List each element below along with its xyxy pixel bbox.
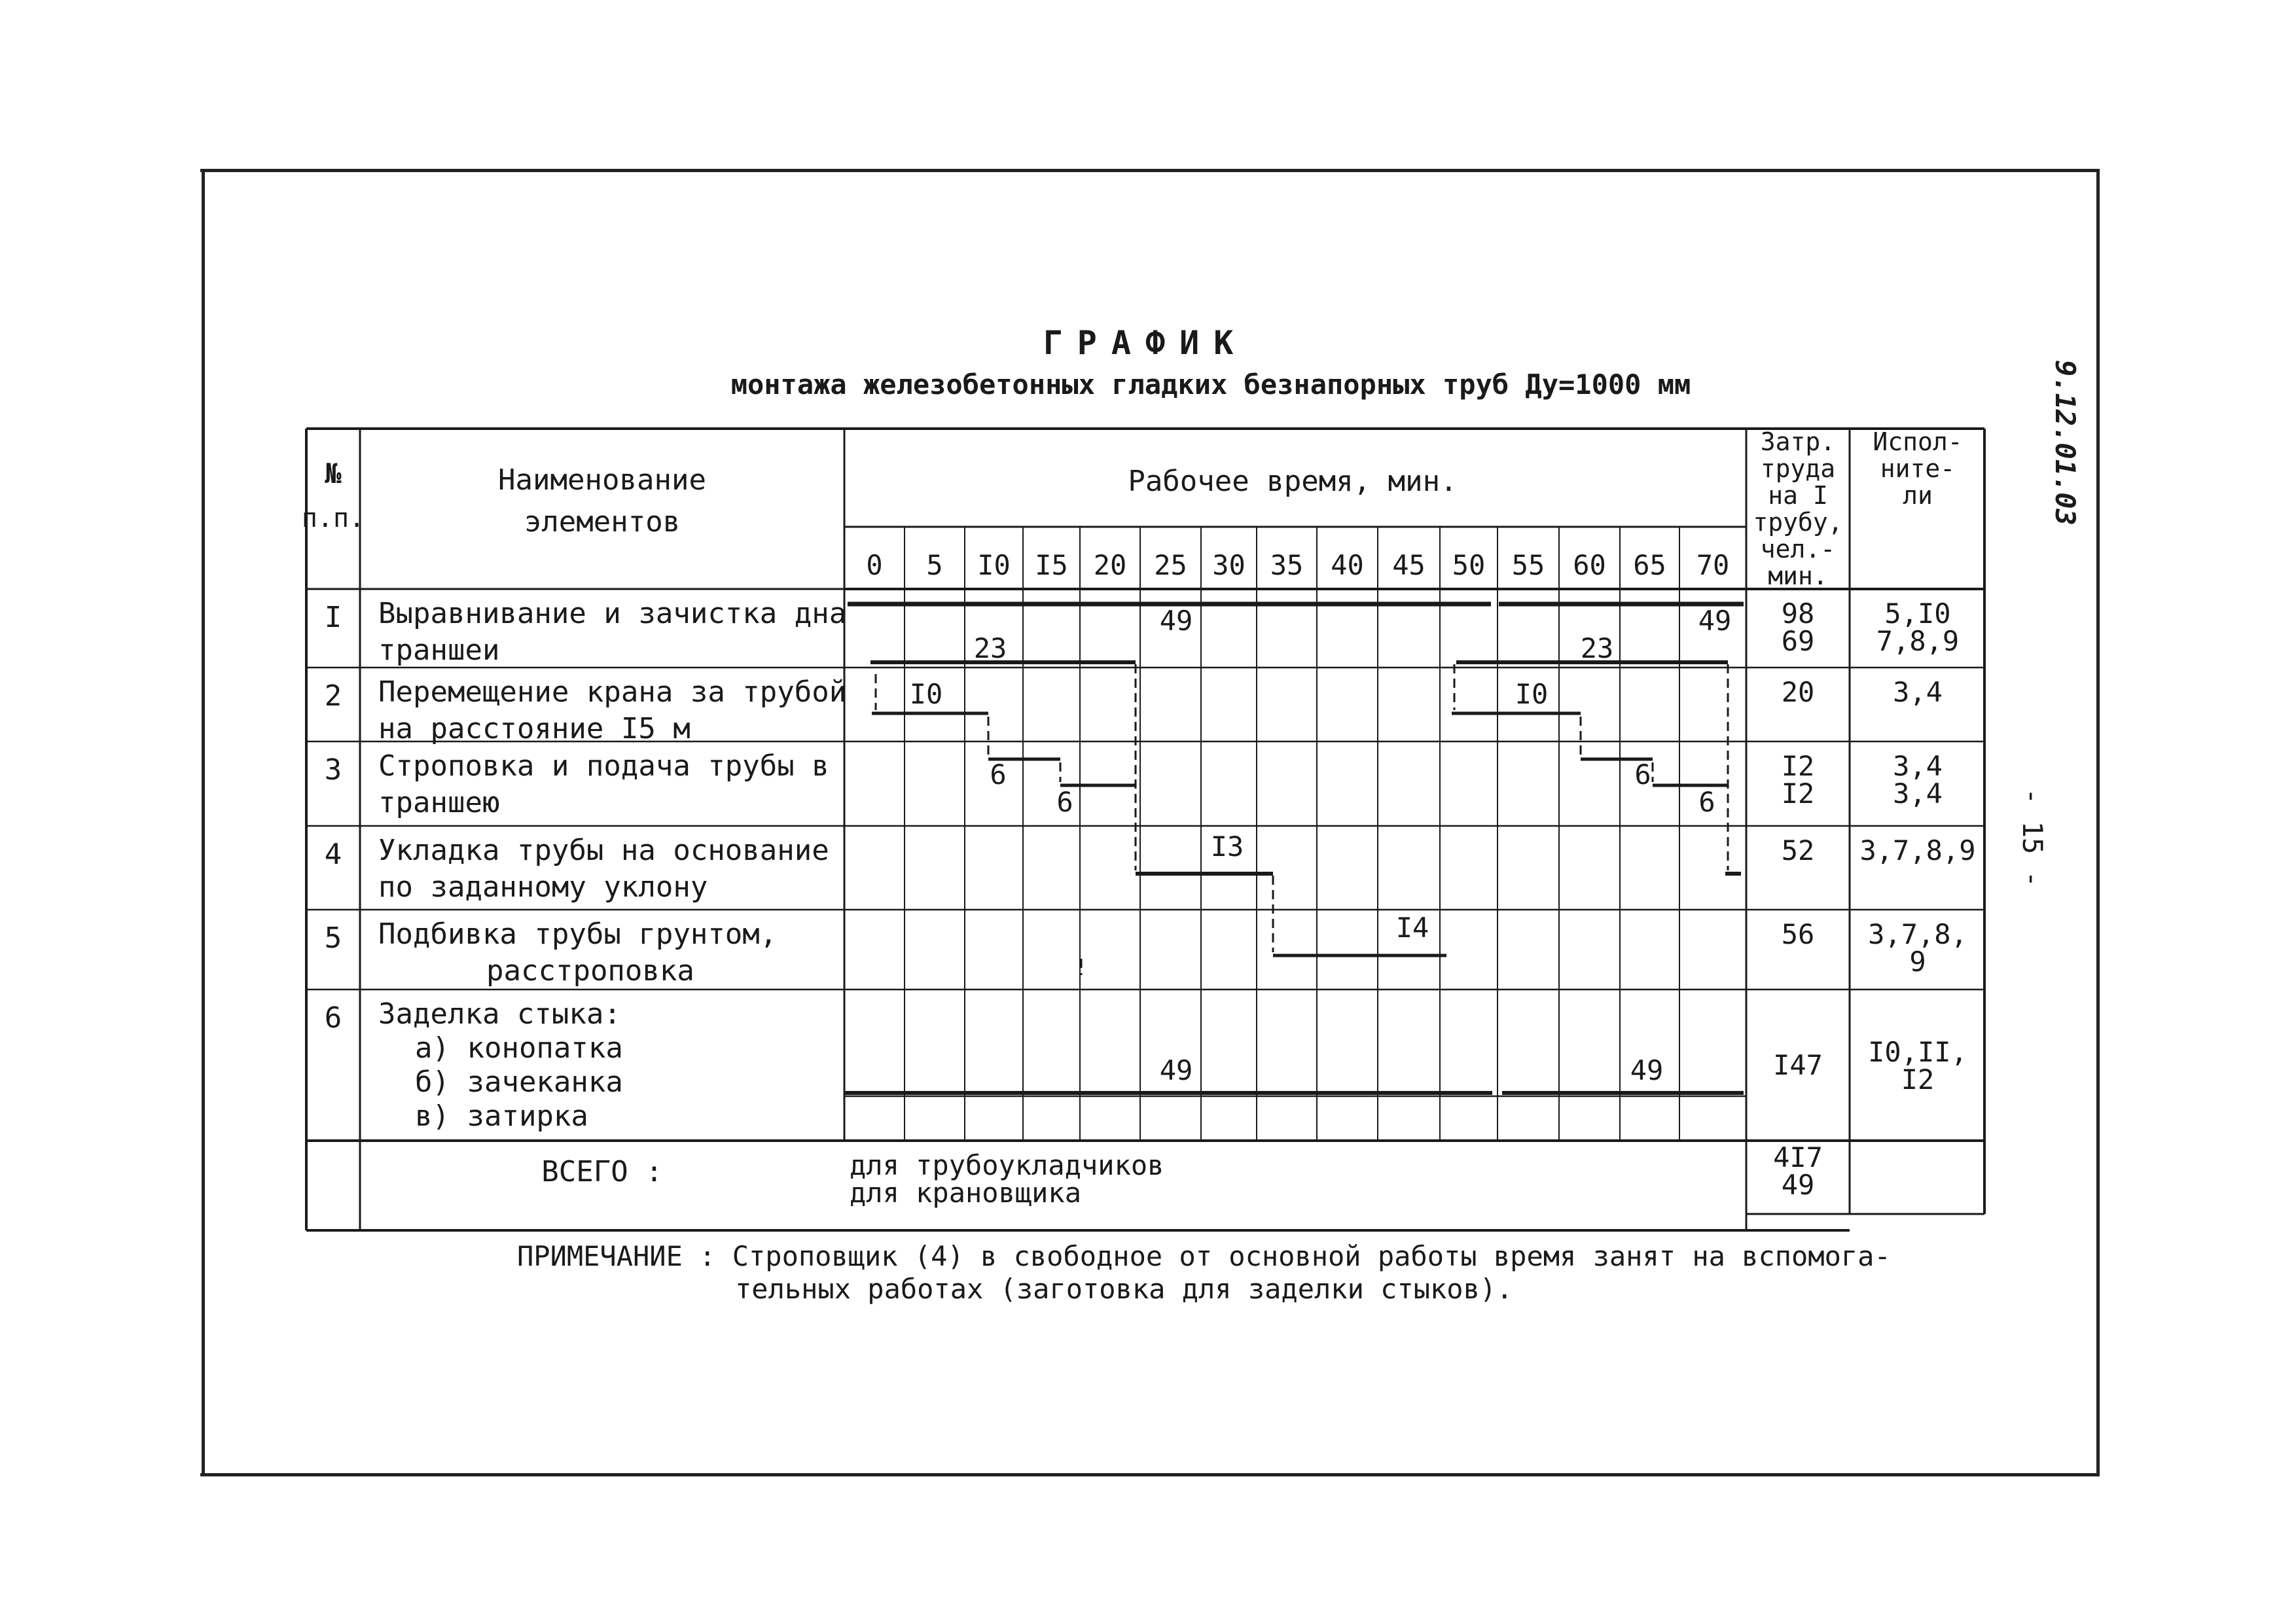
row-name-line: а) конопатка — [415, 1031, 623, 1065]
time-tick-label: I0 — [977, 549, 1011, 581]
header-labor-line-1: Затр. — [1760, 427, 1836, 456]
row-workers-value: 7,8,9 — [1876, 625, 1960, 657]
document-subtitle: монтажа железобетонных гладких безнапорных труб Ду=1000 мм — [730, 368, 1691, 401]
time-tick-label: 35 — [1270, 549, 1304, 581]
row-workers-value: I2 — [1901, 1063, 1935, 1096]
row-number: 2 — [324, 679, 342, 713]
gantt-duration-label: 6 — [1634, 758, 1651, 791]
row-labor-value: 20 — [1781, 676, 1815, 708]
time-tick-label: 0 — [866, 549, 883, 581]
row-name-line: по заданному уклону — [378, 870, 708, 904]
row-name-line: в) затирка — [415, 1099, 588, 1133]
gantt-bars — [844, 604, 1744, 1093]
time-tick-label: 50 — [1452, 549, 1486, 581]
header-labor-line-6: мин. — [1768, 562, 1828, 590]
row-workers-value: 3,4 — [1893, 750, 1943, 782]
gantt-duration-label: 49 — [1159, 605, 1193, 637]
row-workers-value: 3,7,8, — [1868, 918, 1967, 950]
row-number: 6 — [324, 1001, 342, 1035]
row-name-line: траншеи — [378, 633, 500, 667]
document-code: 9.12.01.03 — [2049, 360, 2081, 526]
row-number: 4 — [324, 838, 342, 871]
row-name-line: Подбивка трубы грунтом, — [378, 918, 778, 951]
gantt-duration-label: 6 — [1698, 786, 1715, 818]
page-number: - 15 - — [2017, 788, 2049, 887]
gantt-duration-label: I0 — [1515, 678, 1549, 710]
row-name-line: траншею — [378, 786, 500, 819]
time-tick-label: 30 — [1212, 549, 1246, 581]
gantt-duration-label: 23 — [1580, 632, 1614, 664]
time-tick-label: 25 — [1154, 549, 1187, 581]
gantt-duration-label: I3 — [1210, 830, 1244, 863]
row-labor-value: 98 — [1781, 597, 1815, 630]
row-name-line: Укладка трубы на основание — [378, 834, 829, 867]
row-name-line: Заделка стыка: — [378, 997, 621, 1031]
row-labor-value: 69 — [1781, 625, 1815, 657]
gantt-duration-label: 49 — [1159, 1054, 1193, 1086]
header-workers-line-2: ните- — [1880, 454, 1956, 483]
time-tick-label: 65 — [1633, 549, 1666, 581]
row-workers-value: 3,7,8,9 — [1859, 834, 1976, 866]
gantt-duration-label: 6 — [1056, 786, 1073, 818]
time-tick-label: I5 — [1035, 549, 1068, 581]
header-workers-line-1: Испол- — [1873, 427, 1963, 456]
total-value: 4I7 — [1773, 1141, 1823, 1173]
row-name-line: на расстояние I5 м — [378, 712, 691, 745]
row-workers-value: 9 — [1909, 946, 1926, 978]
total-value: 49 — [1781, 1169, 1815, 1201]
row-name-line: б) зачеканка — [415, 1065, 623, 1099]
total-item-label: для трубоукладчиков — [850, 1149, 1164, 1181]
header-labor-line-2: труда — [1760, 454, 1836, 483]
row-labor-value: I2 — [1781, 750, 1815, 782]
row-number: 5 — [324, 921, 342, 955]
time-tick-label: 60 — [1573, 549, 1606, 581]
document-title: ГРАФИК — [1043, 324, 1248, 362]
header-labor-line-4: трубу, — [1753, 508, 1843, 537]
row-labor-value: 52 — [1781, 834, 1815, 866]
gantt-duration-label: 49 — [1630, 1054, 1664, 1086]
time-tick-label: 55 — [1511, 549, 1545, 581]
row-name-line: расстроповка — [486, 954, 694, 988]
row-labor-value: I2 — [1781, 777, 1815, 810]
row-labor-value: I47 — [1773, 1049, 1823, 1081]
row-workers-value: 3,4 — [1893, 777, 1943, 810]
time-tick-label: 45 — [1392, 549, 1426, 581]
row-name-line: Строповка и подача трубы в — [378, 749, 829, 783]
footnote-line-2: тельных работах (заготовка для заделки стыков). — [735, 1273, 1513, 1305]
header-labor-line-3: на I — [1768, 481, 1828, 510]
gantt-duration-label: 49 — [1698, 605, 1732, 637]
time-tick-label: 40 — [1331, 549, 1364, 581]
row-workers-value: I0,II, — [1868, 1036, 1967, 1068]
header-number-label: п.п. — [301, 503, 365, 533]
row-workers-value: 5,I0 — [1884, 597, 1951, 630]
total-item-label: для крановщика — [850, 1177, 1082, 1209]
time-tick-label: 5 — [926, 549, 943, 581]
header-name-line-1: Наименование — [498, 463, 706, 497]
row-labor-value: 56 — [1781, 918, 1815, 950]
gantt-duration-label: 23 — [973, 632, 1007, 664]
gantt-duration-label: I0 — [909, 678, 943, 710]
time-tick-label: 70 — [1696, 549, 1730, 581]
header-time-label: Рабочее время, мин. — [1128, 465, 1458, 498]
footnote — [517, 1240, 1957, 1306]
header-name-line-2: элементов — [524, 505, 681, 539]
row-workers-value: 3,4 — [1893, 676, 1943, 708]
gantt-duration-label: 6 — [990, 758, 1007, 791]
header-workers-line-3: ли — [1903, 481, 1933, 510]
time-tick-label: 20 — [1093, 549, 1127, 581]
row-number: 3 — [324, 753, 342, 787]
header-number-sign: № — [325, 457, 342, 490]
header-labor-line-5: чел.- — [1760, 535, 1836, 563]
gantt-duration-label: I4 — [1395, 912, 1429, 944]
row-name-line: Перемещение крана за трубой — [378, 675, 847, 709]
total-label: ВСЕГО : — [541, 1155, 663, 1188]
row-name-line: Выравнивание и зачистка дна — [378, 597, 847, 630]
row-number: I — [324, 601, 342, 634]
footnote-line-1: ПРИМЕЧАНИЕ : Строповщик (4) в свободное от основной работы время занят на вспомога- — [517, 1240, 1891, 1272]
